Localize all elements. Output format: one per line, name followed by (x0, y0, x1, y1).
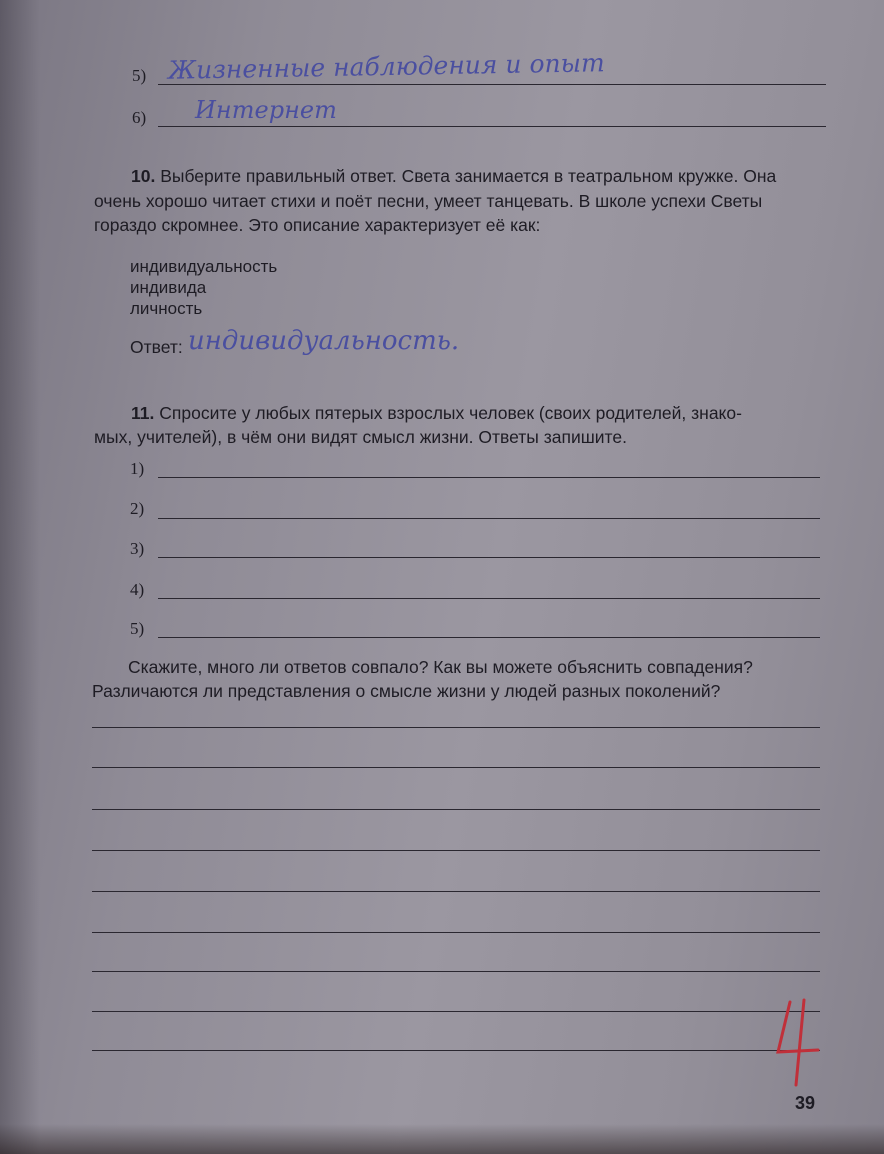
option-item: личность (130, 299, 203, 318)
answer-line[interactable] (92, 809, 820, 810)
answer-line[interactable] (92, 932, 820, 933)
list-number: 6) (132, 108, 147, 127)
option-item: индивидуальность (130, 257, 278, 276)
list-number: 1) (130, 459, 145, 478)
task-number: 11. (131, 403, 155, 423)
answer-line[interactable] (92, 727, 820, 728)
handwritten-answer: Жизненные наблюдения и опыт (167, 48, 605, 85)
task-11-text: 11. Спросите у любых пятерых взрослых человек (своих родителей, знако- (131, 403, 742, 423)
option-item: индивида (130, 278, 207, 297)
answer-line[interactable] (92, 971, 820, 972)
question-text-line2: Различаются ли представления о смысле жизни у людей разных поколений? (92, 681, 721, 701)
question-text: Скажите, много ли ответов совпало? Как вы можете объяснить совпадения? (128, 657, 753, 677)
answer-line[interactable] (92, 1011, 820, 1012)
page-shadow-bottom (0, 1124, 884, 1154)
page-number: 39 (795, 1093, 816, 1113)
grade-mark (760, 990, 830, 1090)
task-11-text-line2: мых, учителей), в чём они видят смысл жизни. Ответы запишите. (94, 427, 627, 447)
task-10-text: 10. Выберите правильный ответ. Света занимается в театральном кружке. Она (131, 166, 777, 186)
answer-line[interactable] (92, 850, 820, 851)
answer-line[interactable] (158, 518, 820, 519)
handwritten-answer: индивидуальность. (188, 326, 460, 356)
answer-line (158, 84, 826, 85)
answer-line[interactable] (158, 637, 820, 638)
task-10-text-line2: очень хорошо читает стихи и поёт песни, умеет танцевать. В школе успехи Светы (94, 191, 763, 211)
answer-line[interactable] (92, 891, 820, 892)
answer-line[interactable] (92, 1050, 820, 1051)
answer-line[interactable] (158, 477, 820, 478)
grade-mark-drawing (760, 990, 830, 1090)
answer-label: Ответ: (130, 337, 183, 357)
task-10-text-line3: гораздо скромнее. Это описание характеризует её как: (94, 215, 541, 235)
list-number: 5) (132, 66, 147, 85)
list-number: 3) (130, 539, 145, 558)
list-number: 2) (130, 499, 145, 518)
answer-line[interactable] (158, 557, 820, 558)
answer-line[interactable] (92, 767, 820, 768)
answer-line[interactable] (158, 598, 820, 599)
page-shadow-left (0, 0, 40, 1154)
task-number: 10. (131, 166, 156, 186)
handwritten-answer: Интернет (195, 96, 337, 124)
list-number: 5) (130, 619, 145, 638)
list-number: 4) (130, 580, 145, 599)
answer-line (158, 126, 826, 127)
